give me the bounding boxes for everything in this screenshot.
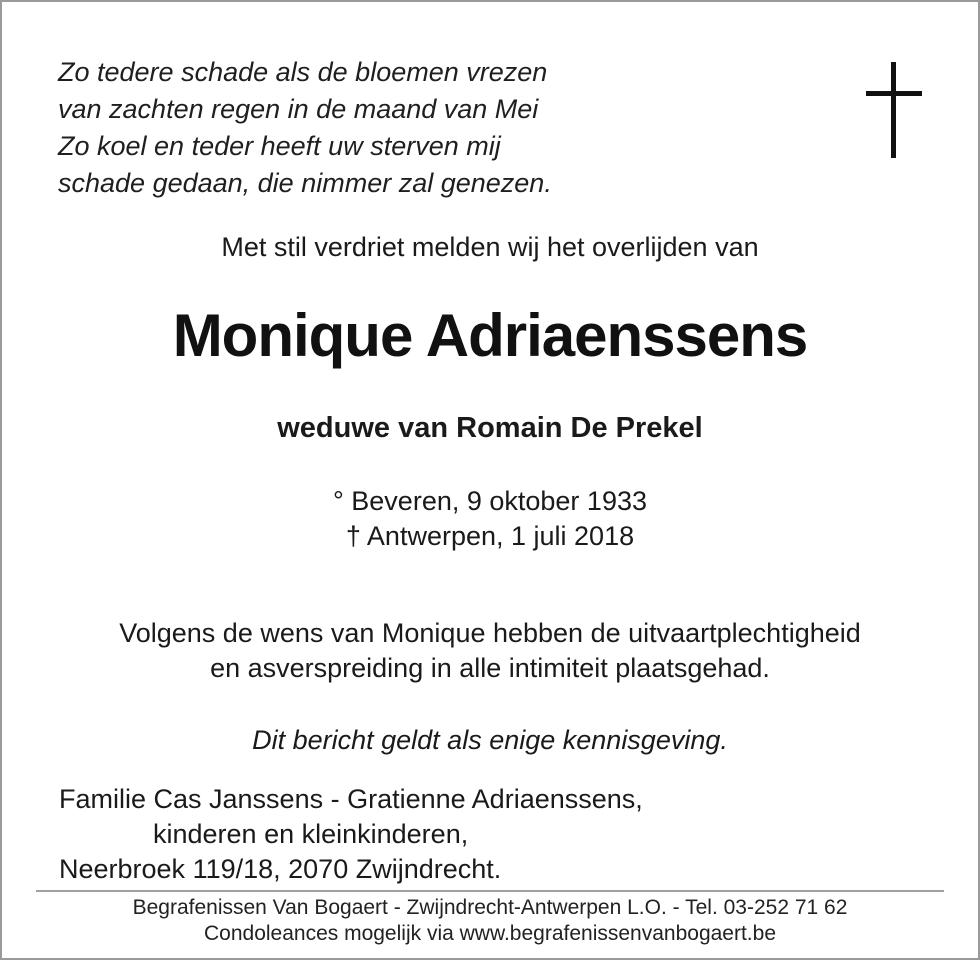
official-notice: Dit bericht geldt als enige kennisgeving. <box>252 725 728 755</box>
family-block <box>59 782 643 887</box>
funeral-home-line: Begrafenissen Van Bogaert - Zwijndrecht-Antwerpen L.O. - Tel. 03-252 71 62 <box>132 896 848 919</box>
poem-line: Zo koel en teder heeft uw sterven mij <box>58 131 501 161</box>
family-children: kinderen en kleinkinderen, <box>153 819 469 849</box>
poem-line: Zo tedere schade als de bloemen vrezen <box>58 57 548 87</box>
condolences-line: Condoleances mogelijk via www.begrafenissenvanbogaert.be <box>203 922 776 945</box>
intro-text: Met stil verdriet melden wij het overlijden van <box>221 232 759 262</box>
latin-cross-icon <box>866 62 922 158</box>
poem <box>58 54 552 202</box>
footer-divider <box>36 890 944 892</box>
poem-line: van zachten regen in de maand van Mei <box>58 94 539 124</box>
spouse-line: weduwe van Romain De Prekel <box>277 412 703 444</box>
death-line: † Antwerpen, 1 juli 2018 <box>345 521 635 551</box>
family-names: Familie Cas Janssens - Gratienne Adriaenssens, <box>59 784 643 814</box>
birth-line: ° Beveren, 9 oktober 1933 <box>332 486 647 516</box>
life-dates <box>0 484 980 554</box>
family-address: Neerbroek 119/18, 2070 Zwijndrecht. <box>59 854 502 884</box>
poem-line: schade gedaan, die nimmer zal genezen. <box>58 168 552 198</box>
notice-line: en asverspreiding in alle intimiteit plaatsgehad. <box>210 653 770 683</box>
footer <box>0 895 980 947</box>
ceremony-notice <box>0 616 980 686</box>
notice-line: Volgens de wens van Monique hebben de uitvaartplechtigheid <box>119 618 861 648</box>
deceased-name: Monique Adriaenssens <box>172 302 808 369</box>
